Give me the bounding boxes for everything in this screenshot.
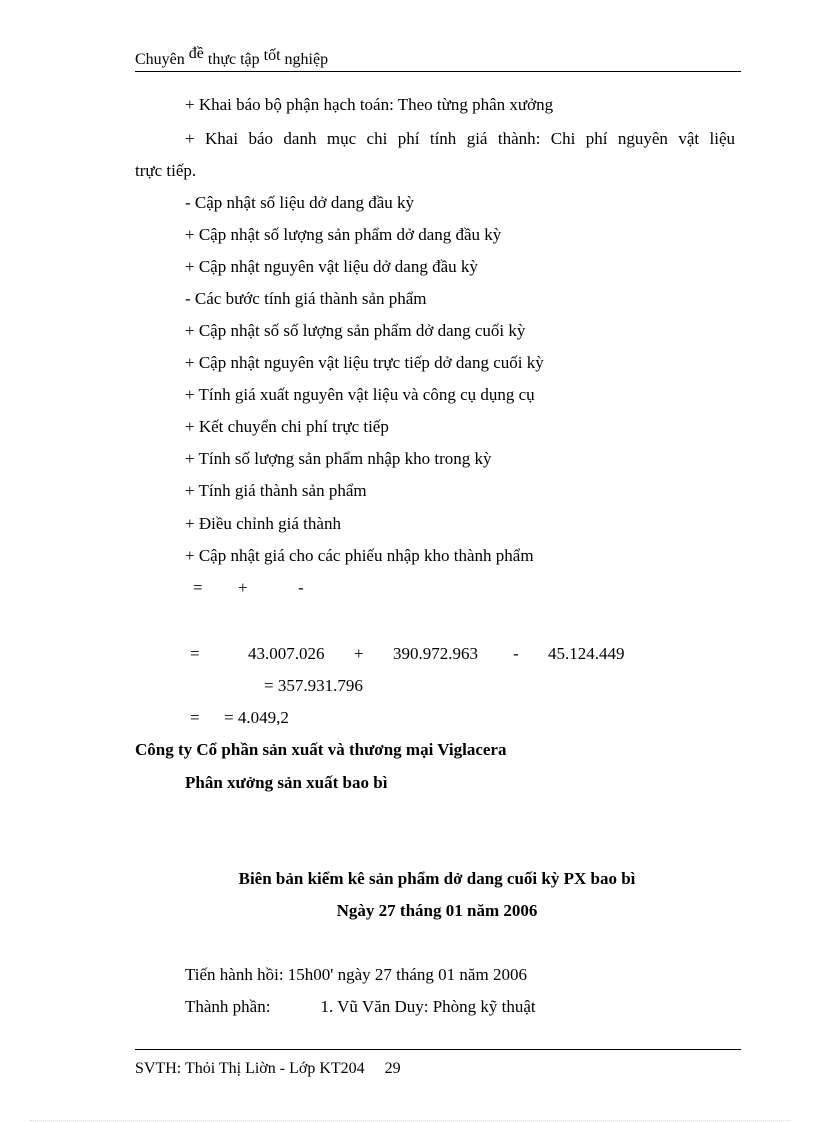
formula-minus: -: [298, 578, 304, 597]
body-line: - Các bước tính giá thành sản phẩm: [185, 289, 427, 308]
body-line: + Cập nhật nguyên vật liệu trực tiếp dở dang cuối kỳ: [185, 353, 544, 372]
workshop-name: Phân xưởng sản xuất bao bì: [185, 773, 388, 792]
footer-student: SVTH: Thỏi Thị Liờn - Lớp KT204: [135, 1060, 365, 1077]
footer-rule: [135, 1049, 741, 1050]
formula-plus: +: [238, 578, 248, 597]
body-line: + Cập nhật số số lượng sản phẩm dở dang cuối kỳ: [185, 321, 526, 340]
body-line: trực tiếp.: [135, 161, 197, 180]
header-part: Chuyên: [135, 51, 189, 68]
page-edge-divider: [30, 1120, 790, 1121]
body-line: + Khai báo danh mục chi phí tính giá thành: Chi phí nguyên vật liệu: [185, 129, 735, 148]
body-line: - Cập nhật số liệu dở dang đầu kỳ: [185, 193, 415, 212]
report-date: Ngày 27 tháng 01 năm 2006: [336, 901, 538, 920]
body-line: + Cập nhật số lượng sản phẩm dở dang đầu kỳ: [185, 225, 502, 244]
body-line: + Tính giá xuất nguyên vật liệu và công cụ dụng cụ: [185, 385, 535, 404]
formula-equals: =: [190, 644, 200, 663]
company-name: Công ty Cổ phần sản xuất và thương mại Viglacera: [135, 740, 507, 759]
header-part: tốt: [263, 47, 285, 64]
body-line: + Kết chuyển chi phí trực tiếp: [185, 417, 389, 436]
formula-equals: =: [190, 708, 200, 727]
formula-result: = 357.931.796: [264, 676, 363, 695]
body-line: + Tính giá thành sản phẩm: [185, 481, 367, 500]
header-part: đề: [188, 45, 208, 62]
body-line: + Tính số lượng sản phẩm nhập kho trong kỳ: [185, 449, 492, 468]
body-line: + Điều chỉnh giá thành: [185, 514, 341, 533]
header-part: nghiệp: [284, 51, 329, 68]
members-label: Thành phần:: [185, 997, 271, 1016]
members-line: [135, 997, 735, 1017]
unit-cost-result: = 4.049,2: [224, 708, 289, 727]
body-line: + Cập nhật nguyên vật liệu dở dang đầu kỳ: [185, 257, 478, 276]
running-footer: [135, 1060, 401, 1078]
time-line: Tiến hành hồi: 15h00' ngày 27 tháng 01 năm 2006: [185, 965, 527, 984]
period-cost-value: 390.972.963: [393, 644, 478, 663]
closing-wip-value: 45.124.449: [548, 644, 625, 663]
opening-wip-value: 43.007.026: [248, 644, 325, 663]
header-part: thực tập: [207, 51, 264, 68]
formula-minus: -: [513, 644, 519, 663]
formula-plus: +: [354, 644, 364, 663]
page-number: 29: [384, 1060, 401, 1077]
body-line: + Cập nhật giá cho các phiếu nhập kho thành phẩm: [185, 546, 534, 565]
body-line: + Khai báo bộ phận hạch toán: Theo từng phân xưởng: [185, 95, 554, 114]
report-title: Biên bản kiểm kê sản phẩm dở dang cuối kỳ PX bao bì: [238, 869, 636, 888]
members-value: 1. Vũ Văn Duy: Phòng kỹ thuật: [320, 997, 536, 1016]
running-header: [135, 45, 741, 72]
formula-equals: =: [193, 578, 203, 597]
